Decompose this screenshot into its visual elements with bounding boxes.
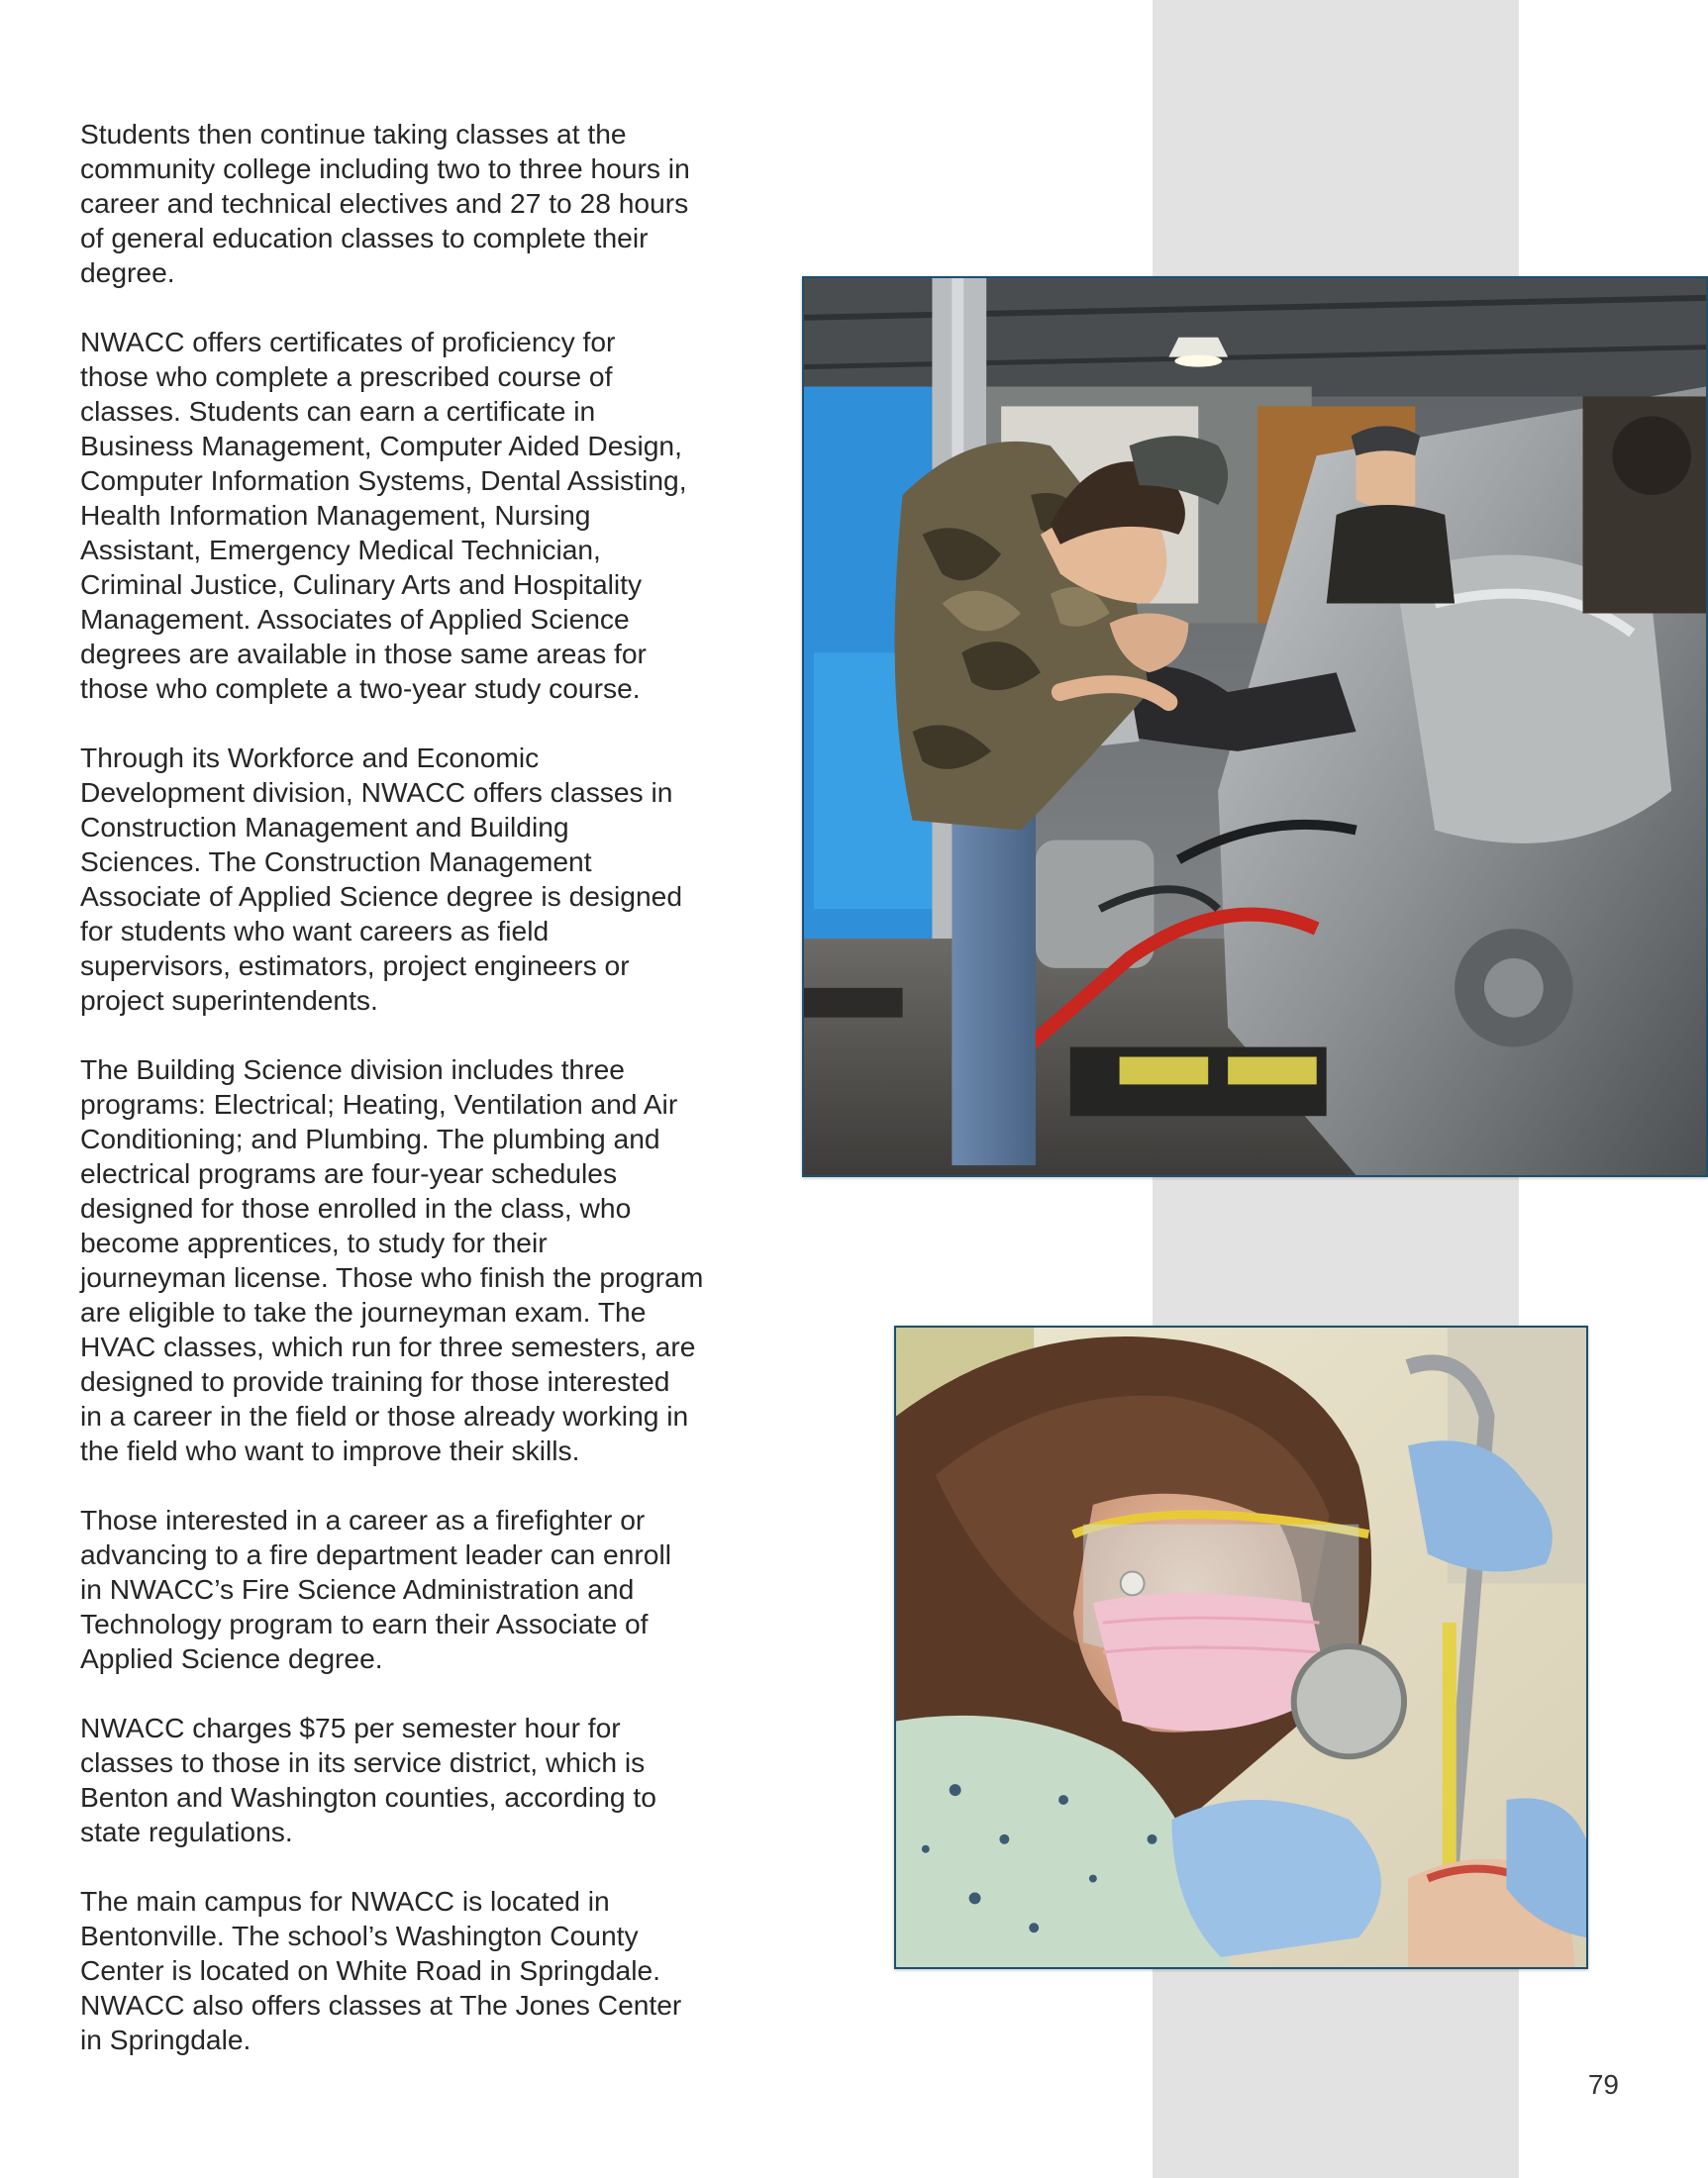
paragraph-tuition: NWACC charges $75 per semester hour for classes to those in its service district, which is Benton and Washington counties, according to state regulations. [80, 1712, 656, 1847]
engine-workshop-illustration [804, 278, 1706, 1175]
dental-assisting-illustration [896, 1328, 1586, 1967]
page-number: 79 [1587, 2069, 1619, 2100]
paragraph-gen-ed: Students then continue taking classes at the community college including two to three hours in career and technical electives and 27 to 28 hours of general education classes to complete their degree. [80, 118, 690, 288]
paragraph-fire-science: Those interested in a career as a firefighter or advancing to a fire department leader can enroll in NWACC’s Fire Science Administration and Technology program to earn their Associate of Applied Science degree. [80, 1504, 672, 1674]
article-body [80, 117, 813, 2092]
paragraph-building-science: The Building Science division includes three programs: Electrical; Heating, Ventilation and Air Conditioning; and Plumbing. The plumbing and electrical programs are four-year schedules designed for those enrolled in the class, who become apprentices, to study for their journeyman license. Those who finish the program are eligible to take the journeyman exam. The HVAC classes, which run for three semesters, are designed to provide training for those interested in a career in the field or those already working in the field who want to improve their skills. [80, 1053, 704, 1466]
paragraph-workforce: Through its Workforce and Economic Development division, NWACC offers classes in Construction Management and Building Sciences. The Construction Management Associate of Applied Science degree is designed for students who want careers as field supervisors, estimators, project engineers or project superintendents. [80, 742, 682, 1016]
paragraph-certificates: NWACC offers certificates of proficiency for those who complete a prescribed course of classes. Students can earn a certificate in Business Management, Computer Aided Design, Computer Information Systems, Dental Assisting, Health Information Management, Nursing Assistant, Emergency Medical Technician, Criminal Justice, Culinary Arts and Hospitality Management. Associates of Applied Science degrees are available in those same areas for those who complete a two-year study course. [80, 326, 687, 704]
dental-assisting-photo [894, 1326, 1588, 1969]
engine-workshop-photo [802, 276, 1708, 1177]
paragraph-campus: The main campus for NWACC is located in Bentonville. The school’s Washington County Center is located on White Road in Springdale. NWACC also offers classes at The Jones Center in Springdale. [80, 1885, 682, 2055]
